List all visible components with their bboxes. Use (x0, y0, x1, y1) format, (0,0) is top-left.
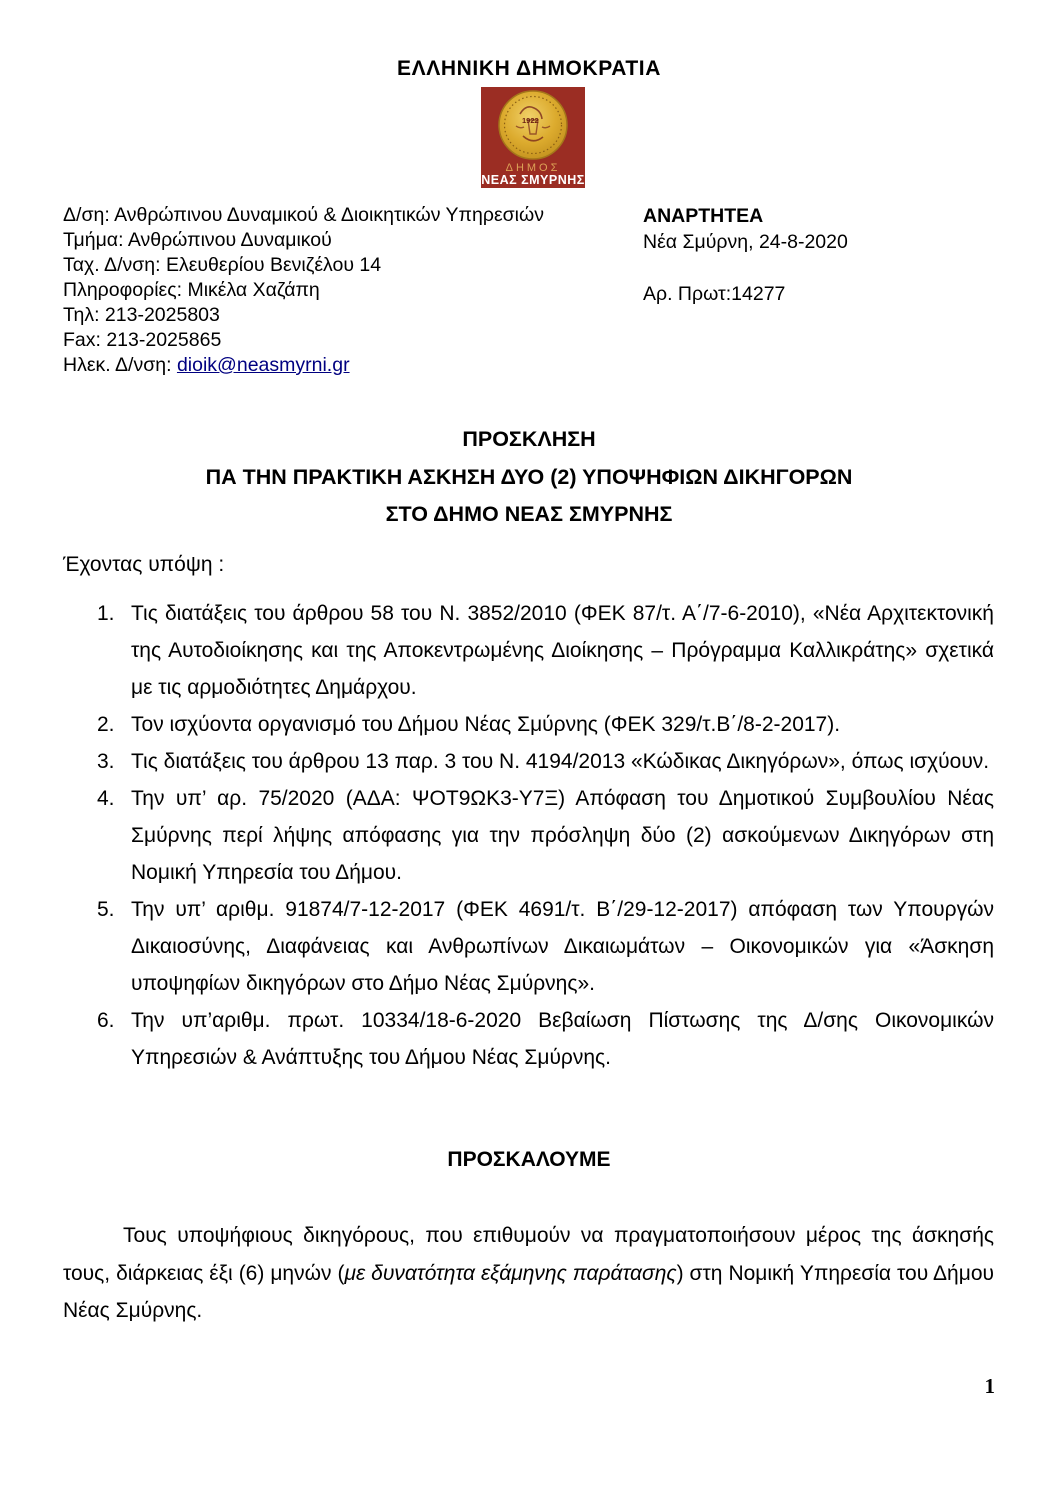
list-item (63, 743, 994, 780)
email-label: Ηλεκ. Δ/νση: (63, 354, 177, 376)
item-number: 3. (97, 750, 115, 773)
list-item (63, 706, 994, 743)
closing-paragraph (63, 1217, 994, 1330)
anartitea-label: ΑΝΑΡΤΗΤΕΑ (643, 205, 764, 227)
closing-part-1: Τους υποψήφιους δικηγόρους, που επιθυμούν να πραγματοποιήσουν μέρος της άσκησής τους, διάρκειας έξι (6) μηνών ( (63, 1224, 994, 1285)
page-number: 1 (984, 1374, 995, 1398)
item-number: 5. (97, 898, 115, 921)
item-text: Την υπ’ αριθμ. 91874/7-12-2017 (ΦΕΚ 4691/τ. Β΄/29-12-2017) απόφαση των Υπουργών Δικαιοσύνης, Διαφάνειας και Ανθρωπίνων Δικαιωμάτων – Οικονομικών για «Άσκηση υποψηφίων δικηγόρων στο Δήμο Νέας Σμύρνης». (131, 898, 994, 995)
item-number: 1. (97, 602, 115, 625)
contact-line-directorate: Δ/ση: Ανθρώπινου Δυναμικού & Διοικητικών Υπηρεσιών (63, 204, 544, 226)
contact-line-email (63, 353, 544, 378)
closing-part-2: ) στη Νομική Υπηρεσία του Δήμου Νέας Σμύρνης. (63, 1261, 994, 1322)
coin-year: 1922 (522, 116, 539, 125)
item-text: Την υπ’αριθμ. πρωτ. 10334/18-6-2020 Βεβαίωση Πίστωσης της Δ/σης Οικονομικών Υπηρεσιών & Ανάπτυξης του Δήμου Νέας Σμύρνης. (131, 1009, 994, 1069)
place-date: Νέα Σμύρνη, 24-8-2020 (643, 231, 848, 253)
invite-heading: ΠΡΟΣΚΑΛΟΥΜΕ (447, 1148, 611, 1171)
contact-block (63, 203, 544, 378)
list-item (63, 1002, 994, 1076)
email-link[interactable]: dioik@neasmyrni.gr (176, 354, 350, 376)
list-item (63, 891, 994, 1002)
item-text: Την υπ’ αρ. 75/2020 (ΑΔΑ: ΨΟΤ9ΩΚ3-Υ7Ξ) Απόφαση του Δημοτικού Συμβουλίου Νέας Σμύρνης περί λήψης απόφασης για την πρόσληψη δύο (2) ασκούμενων Δικηγόρων στη Νομική Υπηρεσία του Δήμου. (131, 787, 994, 884)
closing-italic: με δυνατότητα εξάμηνης παράτασης (344, 1261, 677, 1285)
protocol-number: Αρ. Πρωτ:14277 (643, 283, 786, 305)
doc-title-line-2: ΠΑ ΤΗΝ ΠΡΑΚΤΙΚΗ ΑΣΚΗΣΗ ΔΥΟ (2) ΥΠΟΨΗΦΙΩΝ ΔΙΚΗΓΟΡΩΝ (205, 464, 853, 489)
coin-emblem (498, 90, 568, 160)
item-number: 6. (97, 1009, 115, 1032)
item-text: Τις διατάξεις του άρθρου 13 παρ. 3 του Ν. 4194/2013 «Κώδικας Δικηγόρων», όπως ισχύουν. (131, 750, 990, 773)
doc-title (0, 421, 1058, 534)
contact-line-information: Πληροφορίες: Μικέλα Χαζάπη (63, 279, 320, 301)
contact-line-phone: Τηλ: 213-2025803 (63, 304, 220, 326)
meta-spacer (643, 255, 848, 281)
intro-text: Έχοντας υπόψη : (63, 553, 225, 576)
item-text: Τον ισχύοντα οργανισμό του Δήμου Νέας Σμύρνης (ΦΕΚ 329/τ.Β΄/8-2-2017). (131, 713, 841, 736)
legal-list (63, 595, 994, 1076)
doc-title-line-1: ΠΡΟΣΚΛΗΣΗ (462, 427, 596, 451)
list-item (63, 780, 994, 891)
contact-line-address: Ταχ. Δ/νση: Ελευθερίου Βενιζέλου 14 (63, 254, 382, 276)
list-item (63, 595, 994, 706)
greek-republic-header: ΕΛΛΗΝΙΚΗ ΔΗΜΟΚΡΑΤΙΑ (397, 57, 661, 80)
item-number: 4. (97, 787, 115, 810)
logo-caption-dimos: ΔΗΜΟΣ (505, 162, 561, 174)
meta-block (643, 203, 848, 307)
item-text: Τις διατάξεις του άρθρου 58 του Ν. 3852/2010 (ΦΕΚ 87/τ. Α΄/7-6-2010), «Νέα Αρχιτεκτονική της Αυτοδιοίκησης και της Αποκεντρωμένης Διοίκησης – Πρόγραμμα Καλλικράτης» σχετικά με τις αρμοδιότητες Δημάρχου. (131, 602, 994, 699)
municipality-logo (481, 87, 585, 188)
contact-line-department: Τμήμα: Ανθρώπινου Δυναμικού (63, 229, 332, 251)
contact-line-fax: Fax: 213-2025865 (63, 329, 222, 351)
item-number: 2. (97, 713, 115, 736)
logo-caption-neas-smyrnis: ΝΕΑΣ ΣΜΥΡΝΗΣ (481, 173, 585, 187)
doc-title-line-3: ΣΤΟ ΔΗΜΟ ΝΕΑΣ ΣΜΥΡΝΗΣ (385, 502, 673, 526)
